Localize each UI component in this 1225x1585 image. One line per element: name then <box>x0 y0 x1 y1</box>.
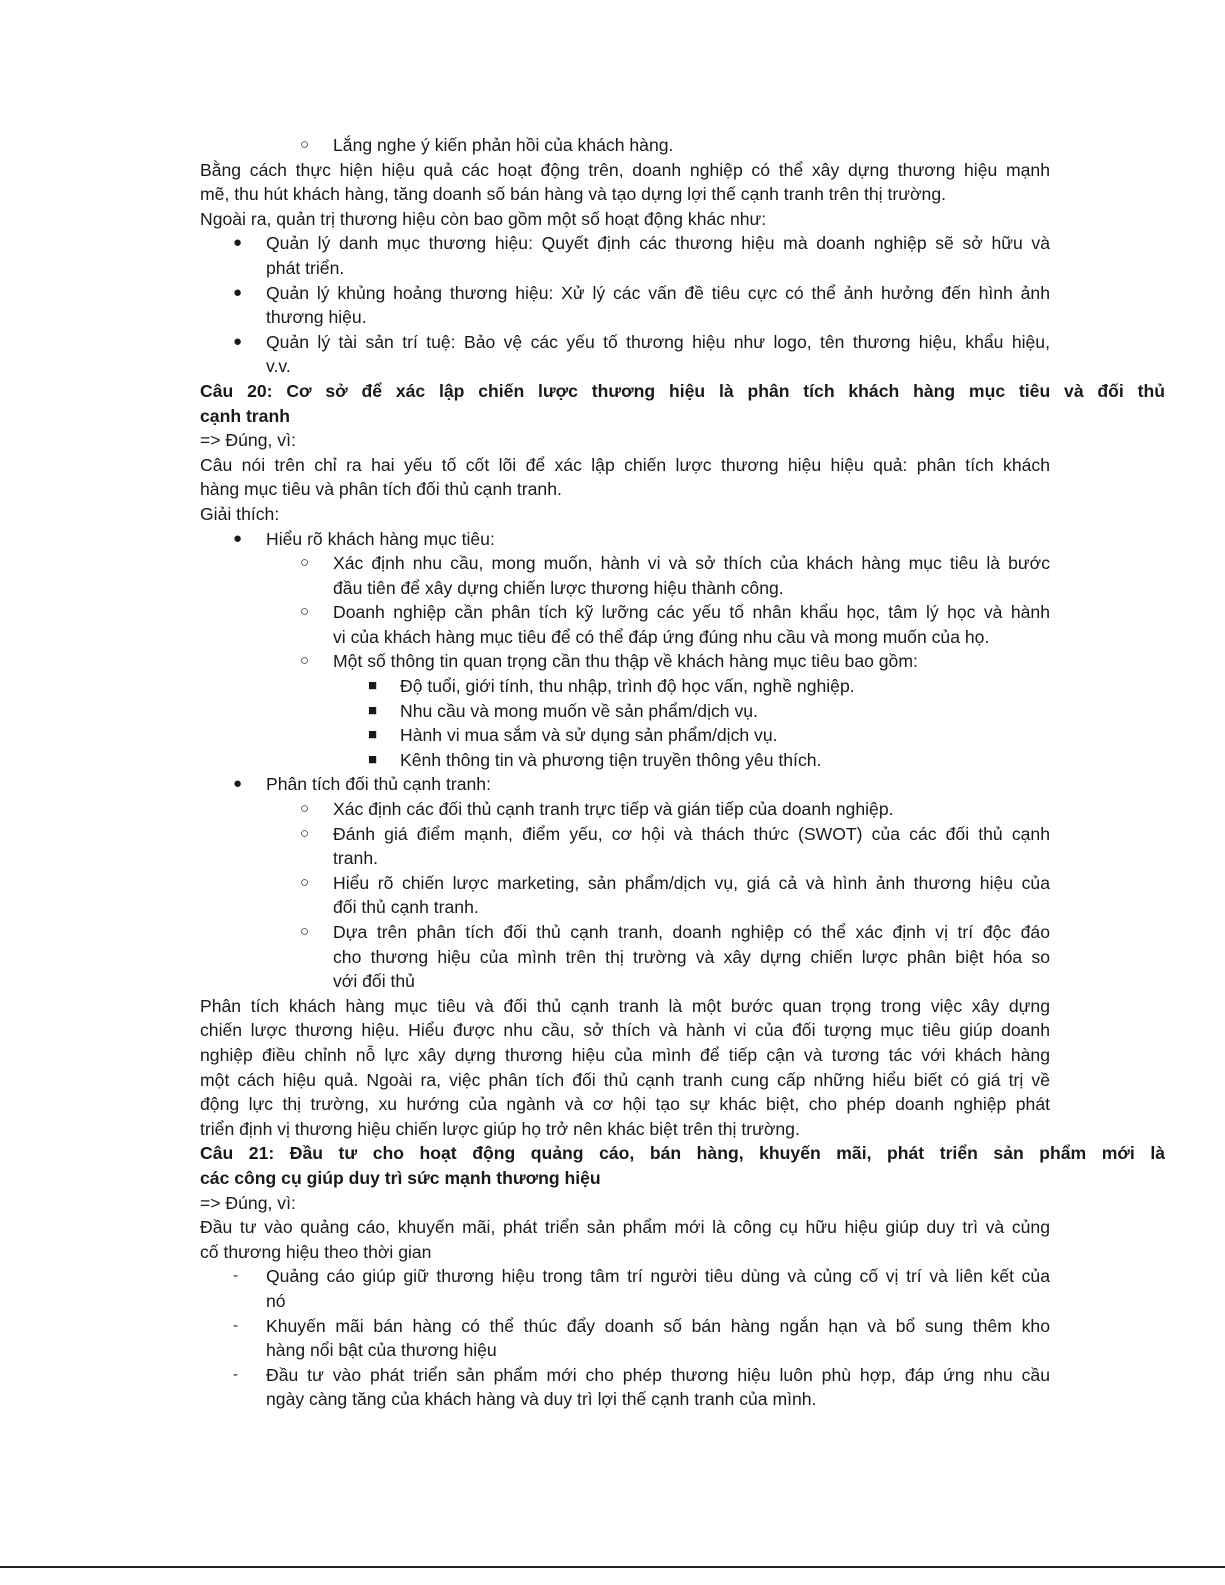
list-item: ○ Một số thông tin quan trọng cần thu thập về khách hàng mục tiêu bao gồm: <box>200 649 1050 674</box>
square-marker: ■ <box>368 750 378 768</box>
list-item: ○ Doanh nghiệp cần phân tích kỹ lưỡng các yếu tố nhân khẩu học, tâm lý học và hành <box>200 600 1050 625</box>
list-item-continuation: v.v. <box>266 356 291 377</box>
list-item-continuation: với đối thủ <box>333 971 415 992</box>
list-item-continuation: đối thủ cạnh tranh. <box>333 897 479 918</box>
paragraph-line: Phân tích khách hàng mục tiêu và đối thủ cạnh tranh là một bước quan trọng trong việc xây dựng <box>200 995 1050 1016</box>
question-heading-continuation: các công cụ giúp duy trì sức mạnh thương hiệu <box>200 1167 601 1188</box>
circle-marker: ○ <box>300 554 310 572</box>
list-item: ○ Xác định các đối thủ cạnh tranh trực tiếp và gián tiếp của doanh nghiệp. <box>200 797 1050 822</box>
square-marker: ■ <box>368 677 378 695</box>
paragraph-line: Câu nói trên chỉ ra hai yếu tố cốt lõi để xác lập chiến lược thương hiệu hiệu quả: phân tích khách <box>200 454 1050 475</box>
bullet-marker: ● <box>233 234 243 252</box>
list-item-continuation: nó <box>266 1290 286 1311</box>
list-item-continuation: hàng nổi bật của thương hiệu <box>266 1340 497 1361</box>
list-item: - Đầu tư vào phát triển sản phẩm mới cho phép thương hiệu luôn phù hợp, đáp ứng nhu cầu <box>200 1363 1050 1388</box>
list-item: ○ Đánh giá điểm mạnh, điểm yếu, cơ hội và thách thức (SWOT) của các đối thủ cạnh <box>200 822 1050 847</box>
paragraph-line: chiến lược thương hiệu. Hiểu được nhu cầu, sở thích và hành vi của đối tượng mục tiêu giúp doanh <box>200 1020 1050 1041</box>
bullet-marker: ● <box>233 332 243 350</box>
square-marker: ■ <box>368 726 378 744</box>
paragraph-line: nghiệp điều chỉnh nỗ lực xây dựng thương hiệu của mình để tiếp cận và tương tác với khách hàng <box>200 1044 1050 1065</box>
list-item-continuation: vi của khách hàng mục tiêu để có thể đáp ứng đúng nhu cầu và mong muốn của họ. <box>333 626 990 647</box>
list-item-continuation: đầu tiên để xây dựng chiến lược thương hiệu thành công. <box>333 577 784 598</box>
list-item: ■ Hành vi mua sắm và sử dụng sản phẩm/dịch vụ. <box>200 723 1050 748</box>
document-body <box>200 133 1165 1412</box>
circle-marker: ○ <box>300 652 310 670</box>
list-item-continuation: phát triển. <box>266 257 345 278</box>
bullet-marker: ● <box>233 283 243 301</box>
list-item: ○ Dựa trên phân tích đối thủ cạnh tranh, doanh nghiệp có thể xác định vị trí độc đáo <box>200 920 1050 945</box>
paragraph-line: một cách hiệu quả. Ngoài ra, việc phân tích đối thủ cạnh tranh cung cấp những hiểu biết có giá trị về <box>200 1069 1050 1090</box>
list-item-continuation: ngày càng tăng của khách hàng và duy trì lợi thế cạnh tranh của mình. <box>266 1389 817 1410</box>
circle-marker: ○ <box>300 136 310 153</box>
list-item-continuation: cho thương hiệu của mình trên thị trường và xây dựng chiến lược phân biệt hóa so <box>333 946 1050 967</box>
list-item: - Quảng cáo giúp giữ thương hiệu trong tâm trí người tiêu dùng và củng cố vị trí và liên kết của <box>200 1264 1050 1289</box>
list-item: ● Quản lý khủng hoảng thương hiệu: Xử lý các vấn đề tiêu cực có thể ảnh hưởng đến hình ảnh <box>200 281 1050 306</box>
paragraph-line: triển định vị thương hiệu chiến lược giúp họ trở nên khác biệt trên thị trường. <box>200 1118 800 1139</box>
bullet-marker: ● <box>233 529 243 547</box>
paragraph-line: Bằng cách thực hiện hiệu quả các hoạt động trên, doanh nghiệp có thể xây dựng thương hiệu mạnh <box>200 159 1050 180</box>
list-item: ○ Hiểu rõ chiến lược marketing, sản phẩm/dịch vụ, giá cả và hình ảnh thương hiệu của <box>200 871 1050 896</box>
paragraph-line: Giải thích: <box>200 503 280 524</box>
list-item: ■ Kênh thông tin và phương tiện truyền thông yêu thích. <box>200 748 1050 773</box>
paragraph-line: hàng mục tiêu và phân tích đối thủ cạnh tranh. <box>200 479 562 500</box>
list-item: ● Quản lý danh mục thương hiệu: Quyết định các thương hiệu mà doanh nghiệp sẽ sở hữu và <box>200 231 1050 256</box>
question-heading: Câu 21: Đầu tư cho hoạt động quảng cáo, bán hàng, khuyến mãi, phát triển sản phẩm mới là <box>200 1143 1165 1164</box>
list-item: ■ Nhu cầu và mong muốn về sản phẩm/dịch vụ. <box>200 699 1050 724</box>
list-item: ○ Lắng nghe ý kiến phản hồi của khách hàng. <box>200 133 1050 158</box>
list-item: ● Hiểu rõ khách hàng mục tiêu: <box>200 527 1050 552</box>
bullet-marker: ● <box>233 775 243 793</box>
paragraph-line: Đầu tư vào quảng cáo, khuyến mãi, phát triển sản phẩm mới là công cụ hữu hiệu giúp duy trì và củng <box>200 1217 1050 1238</box>
paragraph-line: mẽ, thu hút khách hàng, tăng doanh số bán hàng và tạo dựng lợi thế cạnh tranh trên thị trường. <box>200 184 946 205</box>
square-marker: ■ <box>368 701 378 719</box>
paragraph-line: Ngoài ra, quản trị thương hiệu còn bao gồm một số hoạt động khác như: <box>200 208 767 229</box>
list-item: ■ Độ tuổi, giới tính, thu nhập, trình độ học vấn, nghề nghiệp. <box>200 674 1050 699</box>
list-item: ● Quản lý tài sản trí tuệ: Bảo vệ các yếu tố thương hiệu như logo, tên thương hiệu, khẩu hiệu, <box>200 330 1050 355</box>
list-item-continuation: thương hiệu. <box>266 307 367 328</box>
paragraph-line: động lực thị trường, xu hướng của ngành và cơ hội tạo sự khác biệt, cho phép doanh nghiệp phát <box>200 1094 1050 1115</box>
paragraph-line: cố thương hiệu theo thời gian <box>200 1241 432 1262</box>
circle-marker: ○ <box>300 824 310 842</box>
list-item: ○ Xác định nhu cầu, mong muốn, hành vi và sở thích của khách hàng mục tiêu là bước <box>200 551 1050 576</box>
question-heading: Câu 20: Cơ sở để xác lập chiến lược thương hiệu là phân tích khách hàng mục tiêu và đối thủ <box>200 380 1165 401</box>
list-item: ● Phân tích đối thủ cạnh tranh: <box>200 772 1050 797</box>
list-item: - Khuyến mãi bán hàng có thể thúc đẩy doanh số bán hàng ngắn hạn và bổ sung thêm kho <box>200 1314 1050 1339</box>
circle-marker: ○ <box>300 923 310 940</box>
answer-label: => Đúng, vì: <box>200 1192 296 1213</box>
circle-marker: ○ <box>300 800 310 818</box>
answer-label: => Đúng, vì: <box>200 430 296 451</box>
dash-marker: - <box>233 1365 238 1383</box>
question-heading-continuation: cạnh tranh <box>200 405 290 426</box>
circle-marker: ○ <box>300 873 310 891</box>
list-item-continuation: tranh. <box>333 848 378 869</box>
dash-marker: - <box>233 1267 238 1285</box>
circle-marker: ○ <box>300 603 310 621</box>
page-bottom-rule <box>0 1566 1225 1568</box>
dash-marker: - <box>233 1316 238 1334</box>
